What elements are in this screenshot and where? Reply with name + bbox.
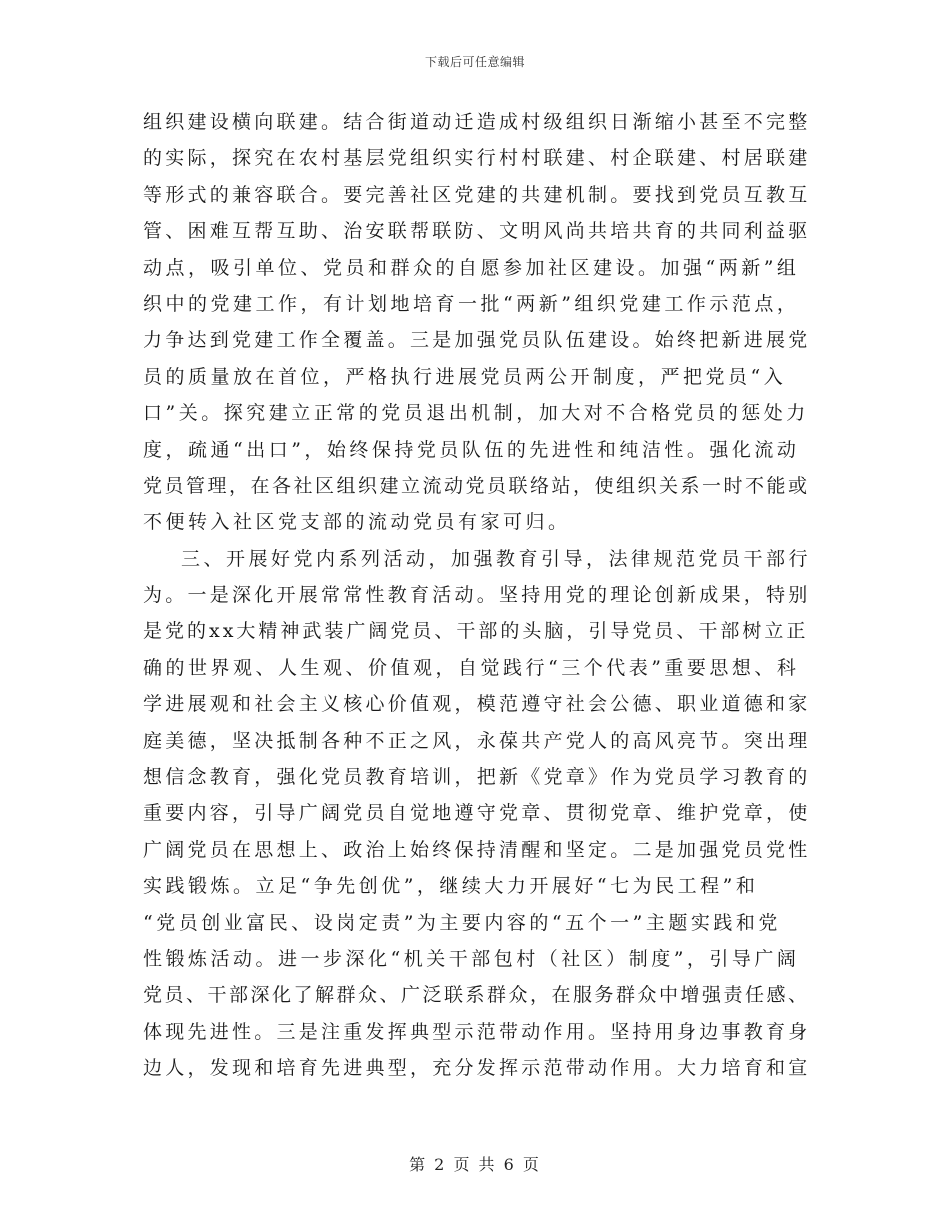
text-line: 重要内容，引导广阔党员自觉地遵守党章、贯彻党章、维护党章，使 [143,802,811,825]
text-line: 组织建设横向联建。结合街道动迁造成村级组织日渐缩小甚至不完整 [143,111,811,133]
text-line: 学进展观和社会主义核心价值观，模范遵守社会公德、职业道德和家 [143,693,811,716]
text-line: 党员管理，在各社区组织建立流动党员联络站，使组织关系一时不能或 [143,474,810,497]
text-line: 度，疏通“出口”，始终保持党员队伍的先进性和纯洁性。强化流动 [143,438,800,461]
text-line: 确的世界观、人生观、价值观，自觉践行“三个代表”重要思想、科 [143,656,800,679]
text-line: 为。一是深化开展常常性教育活动。坚持用党的理论创新成果，特别 [143,584,811,607]
text-line: 织中的党建工作，有计划地培育一批“两新”组织党建工作示范点， [143,292,800,315]
text-line: 不便转入社区党支部的流动党员有家可归。 [143,511,571,534]
document-body [143,104,815,1087]
page-header: 下载后可任意编辑 [424,55,525,69]
text-line: 是党的xx大精神武装广阔党员、干部的头脑，引导党员、干部树立正 [143,620,809,643]
text-line: 性锻炼活动。进一步深化“机关干部包村（社区）制度”，引导广阔 [143,947,800,970]
text-line: 庭美德，坚决抵制各种不正之风，永葆共产党人的高风亮节。突出理 [143,729,811,752]
text-line: 管、困难互帮互助、治安联帮联防、文明风尚共培共育的共同利益驱 [143,220,811,243]
text-line: 动点，吸引单位、党员和群众的自愿参加社区建设。加强“两新”组 [143,256,800,279]
text-line: 三、开展好党内系列活动，加强教育引导，法律规范党员干部行 [181,547,812,570]
page-number: 第 2 页 共 6 页 [409,1155,541,1174]
text-line: 员的质量放在首位，严格执行进展党员两公开制度，严把党员“入 [143,365,787,388]
text-line: 的实际，探究在农村基层党组织实行村村联建、村企联建、村居联建 [143,147,811,170]
text-line: 实践锻炼。立足“争先创优”，继续大力开展好“七为民工程”和 [143,875,759,898]
text-line: 口”关。探究建立正常的党员退出机制，加大对不合格党员的惩处力 [143,402,809,425]
text-line: 广阔党员在思想上、政治上始终保持清醒和坚定。二是加强党员党性 [143,838,811,861]
text-line: 等形式的兼容联合。要完善社区党建的共建机制。要找到党员互教互 [143,183,811,206]
text-line: “党员创业富民、设岗定责”为主要内容的“五个一”主题实践和党 [143,911,781,934]
text-line: 力争达到党建工作全覆盖。三是加强党员队伍建设。始终把新进展党 [143,329,811,352]
text-line: 党员、干部深化了解群众、广泛联系群众，在服务群众中增强责任感、 [143,984,810,1007]
text-line: 想信念教育，强化党员教育培训，把新《党章》作为党员学习教育的 [143,766,811,789]
text-line: 边人，发现和培育先进典型，充分发挥示范带动作用。大力培育和宣 [143,1057,811,1080]
text-line: 体现先进性。三是注重发挥典型示范带动作用。坚持用身边事教育身 [143,1020,811,1043]
